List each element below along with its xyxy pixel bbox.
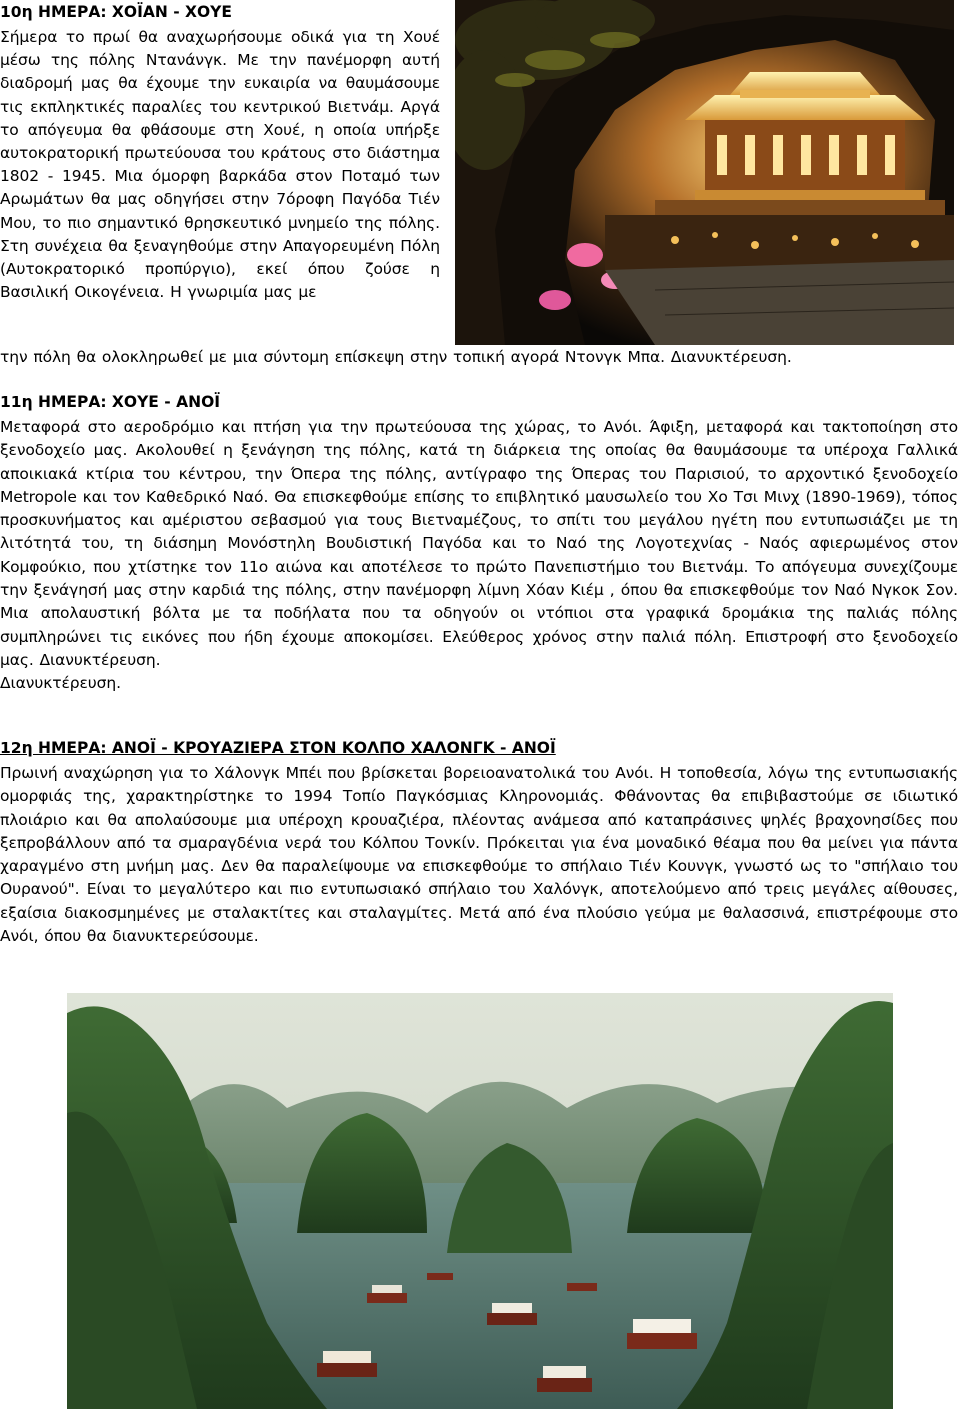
day10-title: 10η ΗΜΕΡΑ: ΧΟΪΑΝ - ΧΟΥΕ [0,3,232,21]
day12-title: 12η ΗΜΕΡΑ: ΑΝΟΪ - ΚΡΟΥΑΖΙΕΡΑ ΣΤΟΝ ΚΟΛΠΟ ΧΑΛΟΝΓΚ - ΑΝΟΪ [0,739,556,757]
day12-text: Πρωινή αναχώρηση για το Χάλονγκ Μπέι που βρίσκεται βορειοανατολικά του Ανόι. Η τοποθεσία, λόγω της εντυπωσιακής ομορφιάς της, χαρακτηρίστηκε το 1994 Τοπίο Παγκόσμιας Κληρονομιάς. Φθάνοντας θα επιβιβαστούμε σε ιδιωτικό πλοιάριο και θα απολαύσουμε μια υπέροχη κρουαζιέρα, πλέοντας ανάμεσα από καταπράσινες ψηλές βραχονησίδες που ξεπροβάλλουν από τα σμαραγδένια νερά του Κόλπου Τονκίν. Πρόκειται για ένα μοναδικό θέαμα που θα μείνει για πάντα χαραγμένο στη μνήμη μας. Δεν θα παραλείψουμε να επισκεφθούμε το σπήλαιο Τιέν Κουνγκ, γνωστό ως το "σπήλαιο του Ουρανού". Είναι το μεγαλύτερο και πιο εντυπωσιακό σπήλαιο του Χαλόνγκ, αποτελούμενο από τρεις μεγάλες αίθουσες, εξαίσια διακοσμημένες με σταλακτίτες και σταλαγμίτες. Μετά από ένα πλούσιο γεύμα με θαλασσινά, επιστρέφουμε στο Ανόι, όπου θα διανυκτερεύσουμε. [0,764,958,946]
night-palace-photo [455,0,954,345]
day11-title: 11η ΗΜΕΡΑ: ΧΟΥΕ - ΑΝΟΪ [0,393,221,411]
day10-text-continued: την πόλη θα ολοκληρωθεί με μια σύντομη επίσκεψη στην τοπική αγορά Ντονγκ Μπα. Διανυκτέρευση. [0,348,792,366]
day11-text: Μεταφορά στο αεροδρόμιο και πτήση για την πρωτεύουσα της χώρας, το Ανόι. Άφιξη, μεταφορά και τακτοποίηση στο ξενοδοχείο μας. Ακολουθεί η ξενάγηση της πόλης, κατά τη διάρκεια της οποίας θα θαυμάσουμε τα υπέροχα Γαλλικά αποικιακά κτίρια του κέντρου, την Όπερα της πόλης, αντίγραφο της Όπερας του Παρισιού, το αρχοντικό ξενοδοχείο Metropole και τον Καθεδρικό Ναό. Θα επισκεφθούμε επίσης το επιβλητικό μαυσωλείο του Χο Τσι Μινχ (1890-1969), τόπος προσκυνήματος και αμέριστου σεβασμού για τους Βιετναμέζους, το σπίτι του μεγάλου ηγέτη που εντυπωσιάζει με τη λιτότητά του, τη διάσημη Μονόστηλη Βουδιστική Παγόδα και το Ναό της Λογοτεχνίας - Ναός αφιερωμένος στον Κομφούκιο, που χτίστηκε τον 11ο αιώνα και αποτέλεσε το πρώτο Πανεπιστήμιο του Βιετνάμ. Το απόγευμα συνεχίζουμε την ξενάγησή μας στην καρδιά της πόλης, στην πανέμορφη λίμνη Χόαν Κιέμ , όπου θα επισκεφθούμε τον Ναό Νγκοκ Σον. Μια απολαυστική βόλτα με τα ποδήλατα που τα οδηγούν οι ντόπιοι στα γραφικά δρομάκια της παλιάς πόλης συμπληρώνει τις εικόνες που ήδη έχουμε αποκομίσει. Ελεύθερος χρόνος στην παλιά πόλη. Επιστροφή στο ξενοδοχείο μας. Διανυκτέρευση. [0,418,958,669]
day10-text-continued-wrap [0,346,958,369]
day11-text-extra: Διανυκτέρευση. [0,674,121,693]
day11-section [0,392,958,696]
day10-text: Σήμερα το πρωί θα αναχωρήσουμε οδικά για τη Χουέ μέσω της πόλης Ντανάνγκ. Με την πανέμορφη αυτή διαδρομή μας θα έχουμε την ευκαιρία να θαυμάσουμε τις εκπληκτικές παραλίες του κεντρικού Βιετνάμ. Αργά το απόγευμα θα φθάσουμε στη Χουέ, η οποία υπήρξε αυτοκρατορική πρωτεύουσα του κράτους στο διάστημα 1802 - 1945. Μια όμορφη βαρκάδα στον Ποταμό των Αρωμάτων θα μας οδηγήσει στην 7όροφη Παγόδα Τιέν Μου, το πιο σημαντικό θρησκευτικό μνημείο της πόλης. Στη συνέχεια θα ξεναγηθούμε στην Απαγορευμένη Πόλη (Αυτοκρατορικό προπύργιο), εκεί όπου ζούσε η Βασιλική Οικογένεια. Η γνωριμία μας με [0,28,440,302]
day12-section [0,738,958,948]
halong-bay-photo [67,993,893,1409]
